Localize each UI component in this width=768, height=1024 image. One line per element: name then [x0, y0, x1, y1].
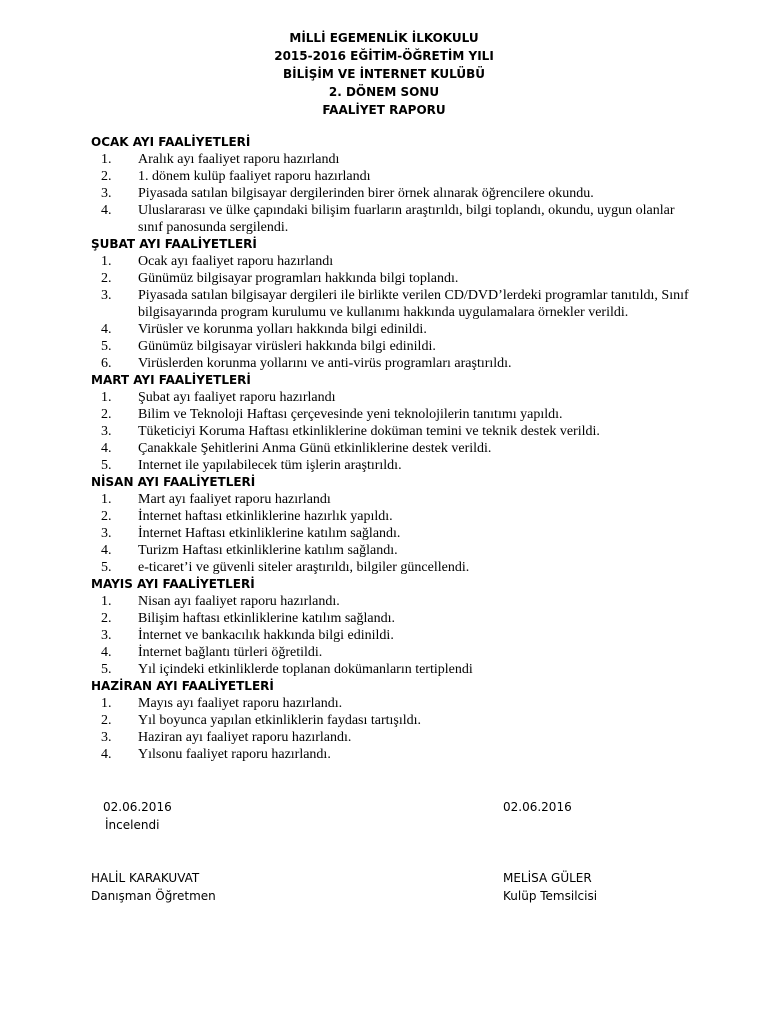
item-text: Tüketiciyi Koruma Haftası etkinliklerine doküman temini ve teknik destek verildi. [138, 424, 600, 439]
activity-item [91, 185, 691, 202]
activity-item [91, 440, 691, 457]
item-number: 4. [101, 543, 112, 558]
activity-item [91, 321, 691, 338]
activity-list [91, 253, 691, 372]
activity-item [91, 423, 691, 440]
item-number: 4. [101, 203, 112, 218]
representative-name: MELİSA GÜLER [503, 871, 592, 885]
activity-item [91, 644, 691, 661]
item-text: İnternet Haftası etkinliklerine katılım sağlandı. [138, 526, 401, 541]
item-text: Ocak ayı faaliyet raporu hazırlandı [138, 254, 334, 269]
activity-item [91, 627, 691, 644]
activity-item [91, 202, 691, 236]
activity-item [91, 695, 691, 712]
item-text: İnternet haftası etkinliklerine hazırlık yapıldı. [138, 509, 393, 524]
activity-item [91, 389, 691, 406]
item-number: 5. [101, 560, 112, 575]
item-text: Yılsonu faaliyet raporu hazırlandı. [138, 747, 331, 762]
activity-item [91, 168, 691, 185]
month-section [91, 372, 691, 474]
item-text: e-ticaret’i ve güvenli siteler araştırıldı, bilgiler güncellendi. [138, 560, 470, 575]
academic-year: 2015-2016 EĞİTİM-ÖĞRETİM YILI [274, 49, 494, 63]
item-text: Piyasada satılan bilgisayar dergileri ile birlikte verilen CD/DVD’lerdeki programlar tanıtıldı, Sınıf bilgisayarında program kurulumu ve kullanımı hakkında uygulamalara örnekler verildi. [138, 288, 689, 320]
activity-item [91, 491, 691, 508]
section-title: HAZİRAN AYI FAALİYETLERİ [91, 679, 274, 693]
item-text: Günümüz bilgisayar programları hakkında bilgi toplandı. [138, 271, 459, 286]
report-body [91, 134, 691, 763]
item-text: Piyasada satılan bilgisayar dergilerinden birer örnek alınarak öğrencilere okundu. [138, 186, 594, 201]
activity-list [91, 593, 691, 678]
activity-item [91, 746, 691, 763]
item-text: Nisan ayı faaliyet raporu hazırlandı. [138, 594, 340, 609]
item-number: 1. [101, 254, 112, 269]
activity-item [91, 253, 691, 270]
item-text: Aralık ayı faaliyet raporu hazırlandı [138, 152, 340, 167]
month-section [91, 678, 691, 763]
term-label: 2. DÖNEM SONU [328, 85, 440, 99]
item-number: 5. [101, 339, 112, 354]
month-section [91, 236, 691, 372]
school-name: MİLLİ EGEMENLİK İLKOKULU [289, 31, 479, 45]
item-text: Virüslerden korunma yollarını ve anti-virüs programları araştırıldı. [138, 356, 512, 371]
advisor-name: HALİL KARAKUVAT [91, 871, 200, 885]
item-number: 2. [101, 713, 112, 728]
right-date: 02.06.2016 [503, 800, 572, 814]
section-title: MAYIS AYI FAALİYETLERİ [91, 577, 255, 591]
item-number: 4. [101, 645, 112, 660]
activity-item [91, 287, 691, 321]
month-section [91, 474, 691, 576]
activity-item [91, 559, 691, 576]
activity-item [91, 508, 691, 525]
advisor-role: Danışman Öğretmen [91, 889, 216, 903]
activity-item [91, 610, 691, 627]
section-title: ŞUBAT AYI FAALİYETLERİ [91, 237, 257, 251]
activity-item [91, 151, 691, 168]
activity-item [91, 593, 691, 610]
item-number: 3. [101, 526, 112, 541]
reviewed-note: İncelendi [105, 818, 160, 832]
report-title: FAALİYET RAPORU [322, 103, 446, 117]
section-title: OCAK AYI FAALİYETLERİ [91, 135, 251, 149]
section-title: MART AYI FAALİYETLERİ [91, 373, 251, 387]
item-text: Çanakkale Şehitlerini Anma Günü etkinliklerine destek verildi. [138, 441, 492, 456]
item-number: 3. [101, 186, 112, 201]
item-text: Turizm Haftası etkinliklerine katılım sağlandı. [138, 543, 398, 558]
item-text: İnternet ve bankacılık hakkında bilgi edinildi. [138, 628, 394, 643]
item-number: 3. [101, 288, 112, 303]
item-text: Şubat ayı faaliyet raporu hazırlandı [138, 390, 336, 405]
item-number: 5. [101, 458, 112, 473]
item-number: 3. [101, 628, 112, 643]
activity-item [91, 338, 691, 355]
activity-list [91, 695, 691, 763]
activity-item [91, 542, 691, 559]
item-text: Virüsler ve korunma yolları hakkında bilgi edinildi. [138, 322, 427, 337]
activity-item [91, 712, 691, 729]
item-number: 1. [101, 492, 112, 507]
item-text: Bilişim haftası etkinliklerine katılım sağlandı. [138, 611, 396, 626]
month-section [91, 134, 691, 236]
item-number: 6. [101, 356, 112, 371]
item-number: 1. [101, 152, 112, 167]
item-number: 4. [101, 747, 112, 762]
item-number: 2. [101, 611, 112, 626]
left-date: 02.06.2016 [103, 800, 172, 814]
activity-item [91, 525, 691, 542]
item-text: Mayıs ayı faaliyet raporu hazırlandı. [138, 696, 343, 711]
item-number: 1. [101, 390, 112, 405]
item-number: 2. [101, 509, 112, 524]
item-number: 3. [101, 424, 112, 439]
item-text: Mart ayı faaliyet raporu hazırlandı [138, 492, 331, 507]
month-section [91, 576, 691, 678]
item-text: Yıl içindeki etkinliklerde toplanan dokümanların tertiplendi [138, 662, 473, 677]
item-number: 4. [101, 322, 112, 337]
activity-list [91, 389, 691, 474]
club-name: BİLİŞİM VE İNTERNET KULÜBÜ [282, 67, 486, 81]
item-text: 1. dönem kulüp faaliyet raporu hazırlandı [138, 169, 371, 184]
item-number: 2. [101, 169, 112, 184]
item-number: 1. [101, 594, 112, 609]
activity-item [91, 661, 691, 678]
item-text: İnternet bağlantı türleri öğretildi. [138, 645, 323, 660]
activity-item [91, 457, 691, 474]
representative-role: Kulüp Temsilcisi [503, 889, 598, 903]
item-number: 3. [101, 730, 112, 745]
item-text: Günümüz bilgisayar virüsleri hakkında bilgi edinildi. [138, 339, 436, 354]
activity-list [91, 491, 691, 576]
activity-item [91, 355, 691, 372]
item-number: 2. [101, 271, 112, 286]
section-title: NİSAN AYI FAALİYETLERİ [91, 475, 256, 489]
activity-item [91, 406, 691, 423]
item-text: Yıl boyunca yapılan etkinliklerin faydası tartışıldı. [138, 713, 422, 728]
item-text: Uluslararası ve ülke çapındaki bilişim fuarların araştırıldı, bilgi toplandı, okundu, uygun olanlar sınıf panosunda sergilendi. [138, 203, 675, 235]
item-number: 5. [101, 662, 112, 677]
activity-list [91, 151, 691, 236]
item-number: 4. [101, 441, 112, 456]
report-header [0, 29, 768, 119]
activity-item [91, 270, 691, 287]
item-text: Haziran ayı faaliyet raporu hazırlandı. [138, 730, 352, 745]
item-text: Internet ile yapılabilecek tüm işlerin araştırıldı. [138, 458, 402, 473]
item-text: Bilim ve Teknoloji Haftası çerçevesinde yeni teknolojilerin tanıtımı yapıldı. [138, 407, 563, 422]
item-number: 1. [101, 696, 112, 711]
activity-item [91, 729, 691, 746]
item-number: 2. [101, 407, 112, 422]
